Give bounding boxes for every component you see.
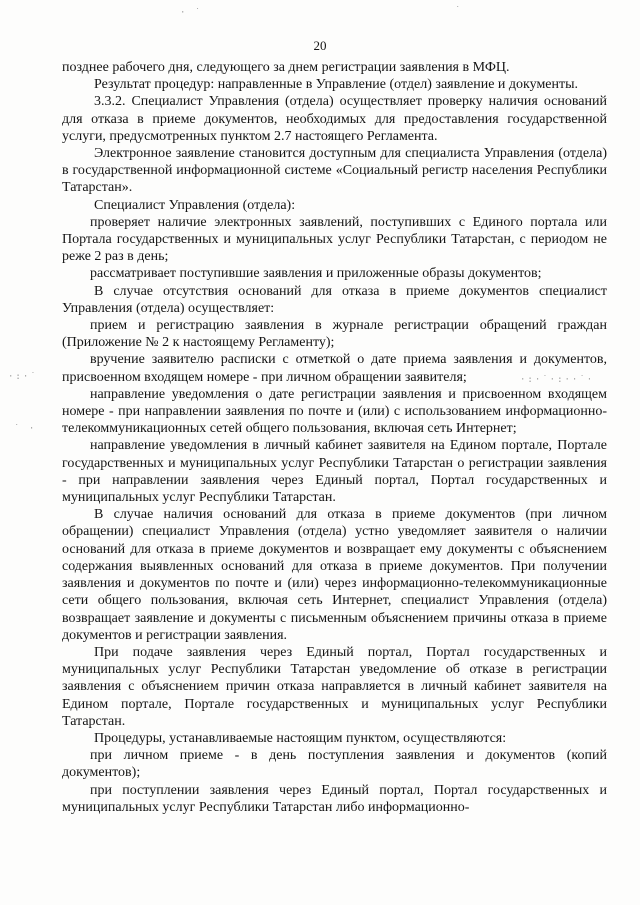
paragraph: Процедуры, устанавливаемые настоящим пунктом, осуществляются: <box>94 730 507 746</box>
paragraph: проверяет наличие электронных заявлений, поступивших с Единого портала или Портала государственных и муниципальных услуг Республики Татарстан, с периодом не реже 2 раз в день; <box>62 214 607 265</box>
paragraph: В случае наличия оснований для отказа в приеме документов (при личном обращении) специалист Управления (отдела) устно уведомляет заявителя о наличии оснований для отказа в приеме документов и возвращает ему документы с объяснением содержания выявленных оснований для отказа в приеме документов. При получении заявления и документов по почте и (или) через информационно-телекоммуникационные сети общего пользования, включая сеть Интернет, специалист Управления (отдела) возвращает заявление и документы с письменным объяснением причины отказа в приеме документов и регистрации заявления. <box>62 507 607 643</box>
paragraph: Специалист Управления (отдела): <box>94 197 296 213</box>
paragraph: вручение заявителю расписки с отметкой о дате приема заявления и документов, присвоенном входящем номере - при личном обращении заявителя; <box>62 352 607 385</box>
paragraph: Результат процедур: направленные в Управление (отдел) заявление и документы. <box>94 77 579 93</box>
scan-speckle: · ˙ <box>180 8 203 18</box>
paragraph: 3.3.2. Специалист Управления (отдела) осуществляет проверку наличия оснований для отказа в приеме документов, необходимых для предоставления государственной услуги, предусмотренных пунктом 2.7 настоящего Регламента. <box>62 94 607 144</box>
scan-speckle: ·:·˙·:··˙· <box>520 375 595 385</box>
scan-speckle: ˙ <box>455 6 463 16</box>
paragraph: направление уведомления в личный кабинет заявителя на Едином портале, Портале государственных и муниципальных услуг Республики Татарстан о регистрации заявления - при направлении заявления через Единый портал, Портал государственных и муниципальных услуг Республики Татарстан. <box>62 438 607 506</box>
paragraph: В случае отсутствия оснований для отказа в приеме документов специалист Управления (отдела) осуществляет: <box>62 283 607 316</box>
paragraph: позднее рабочего дня, следующего за днем регистрации заявления в МФЦ. <box>62 60 510 75</box>
scan-speckle: ˙ · <box>14 424 37 434</box>
document-body <box>62 59 607 816</box>
paragraph: Электронное заявление становится доступным для специалиста Управления (отдела) в государственной информационной системе «Социальный регистр населения Республики Татарстан». <box>62 146 607 196</box>
paragraph: при поступлении заявления через Единый портал, Портал государственных и муниципальных услуг Республики Татарстан либо информационно- <box>62 782 607 815</box>
paragraph: При подаче заявления через Единый портал, Портал государственных и муниципальных услуг Республики Татарстан уведомление об отказе в регистрации заявления с объяснением причин отказа направляется в личный кабинет заявителя на Едином портале, Портале государственных и муниципальных услуг Республики Татарстан. <box>62 644 607 729</box>
scan-speckle: ·:·˙ <box>8 372 38 382</box>
paragraph: рассматривает поступившие заявления и приложенные образы документов; <box>90 266 542 282</box>
paragraph: направление уведомления о дате регистрации заявления и присвоенном входящем номере - при направлении заявления по почте и (или) с использованием информационно-телекоммуникационных сетей общего пользования, включая сеть Интернет; <box>62 386 607 437</box>
page-number: 20 <box>313 38 327 53</box>
paragraph: прием и регистрацию заявления в журнале регистрации обращений граждан (Приложение № 2 к настоящему Регламенту); <box>62 318 607 351</box>
paragraph: при личном приеме - в день поступления заявления и документов (копий документов); <box>62 748 607 781</box>
